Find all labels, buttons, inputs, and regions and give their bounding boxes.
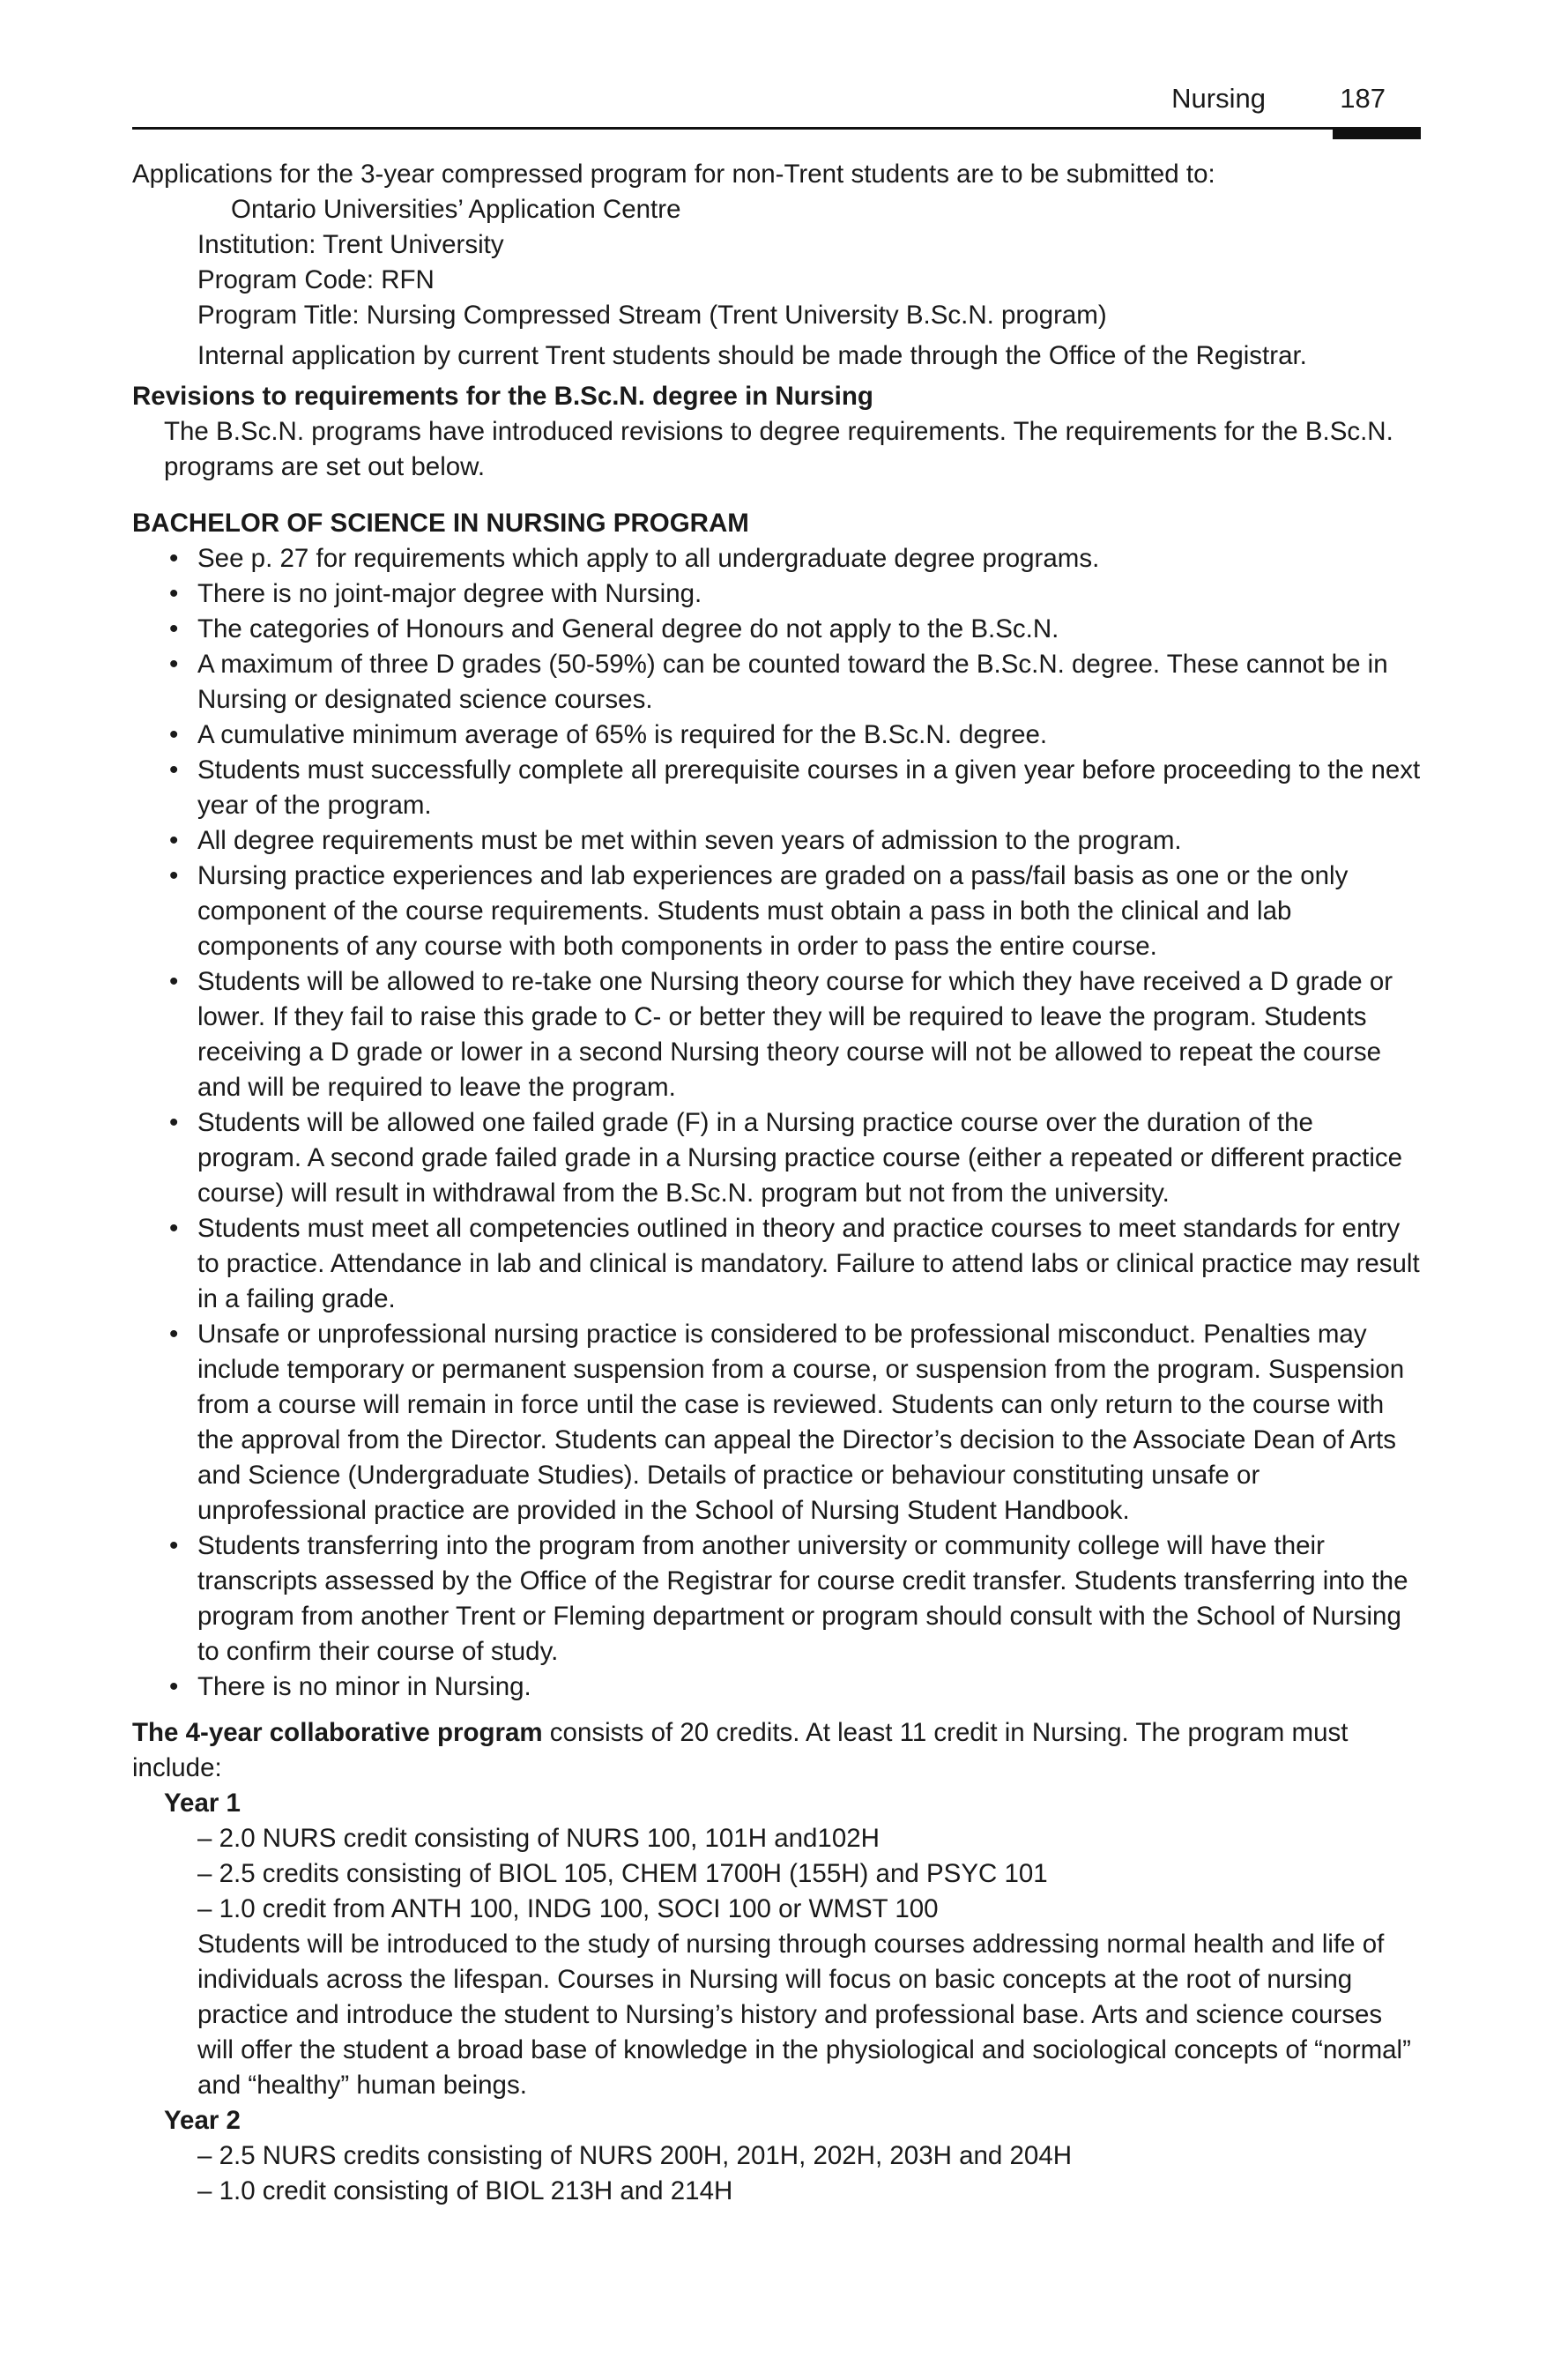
program-code-line: Program Code: RFN: [197, 265, 435, 294]
header-tab-bar: [1333, 129, 1421, 139]
year-2-heading: Year 2: [164, 2106, 241, 2135]
year-2-item: – 2.5 NURS credits consisting of NURS 200H, 201H, 202H, 203H and 204H: [197, 2141, 1073, 2170]
list-item: • There is no minor in Nursing.: [132, 1670, 1421, 1705]
list-item: • Students will be allowed one failed grade (F) in a Nursing practice course over the duration of the program. A second grade failed grade in a Nursing practice course (either a repeated or different practice course) will result in withdrawal from the B.Sc.N. program but not from the university.: [132, 1105, 1421, 1211]
list-item: • There is no joint-major degree with Nursing.: [132, 576, 1421, 612]
list-item: • Students will be allowed to re-take one Nursing theory course for which they have received a D grade or lower. If they fail to raise this grade to C- or better they will be required to leave the program. Students receiving a D grade or lower in a second Nursing theory course will not be allowed to repeat the course and will be required to leave the program.: [132, 964, 1421, 1105]
institution-line: Institution: Trent University: [197, 230, 504, 259]
list-item: • A maximum of three D grades (50-59%) can be counted toward the B.Sc.N. degree. These cannot be in Nursing or designated science courses.: [132, 647, 1421, 718]
list-item: • Students must meet all competencies outlined in theory and practice courses to meet standards for entry to practice. Attendance in lab and clinical is mandatory. Failure to attend labs or clinical practice may result in a failing grade.: [132, 1211, 1421, 1317]
program-title-line: Program Title: Nursing Compressed Stream (Trent University B.Sc.N. program): [197, 301, 1107, 330]
application-centre: Ontario Universities’ Application Centre: [231, 195, 681, 224]
year-1-heading: Year 1: [164, 1789, 241, 1818]
list-item: • The categories of Honours and General degree do not apply to the B.Sc.N.: [132, 612, 1421, 647]
applications-intro: Applications for the 3-year compressed program for non-Trent students are to be submitted to:: [132, 160, 1215, 189]
list-item: • Nursing practice experiences and lab experiences are graded on a pass/fail basis as one or the only component of the course requirements. Students must obtain a pass in both the clinical and lab components of any course with both components in order to pass the entire course.: [132, 859, 1421, 964]
collaborative-program-lead: The 4-year collaborative program: [132, 1718, 543, 1747]
internal-application-note: Internal application by current Trent students should be made through the Office of the Registrar.: [197, 341, 1307, 370]
page-number: 187: [1340, 83, 1386, 114]
running-header: [132, 78, 1421, 130]
list-item: • Students must successfully complete all prerequisite courses in a given year before proceeding to the next year of the program.: [132, 753, 1421, 823]
year-1-description: Students will be introduced to the study of nursing through courses addressing normal health and life of individuals across the lifespan. Courses in Nursing will focus on basic concepts at the root of nursing practice and introduce the student to Nursing’s history and professional base. Arts and science courses will offer the student a broad base of knowledge in the physiological and sociological concepts of “normal” and “healthy” human beings.: [197, 1930, 1411, 2100]
list-item: • A cumulative minimum average of 65% is required for the B.Sc.N. degree.: [132, 718, 1421, 753]
list-item: • See p. 27 for requirements which apply to all undergraduate degree programs.: [132, 541, 1421, 576]
collaborative-program-text: consists of 20 credits. At least 11 credit in Nursing. The program must include:: [132, 1718, 1349, 1782]
revisions-text: The B.Sc.N. programs have introduced revisions to degree requirements. The requirements for the B.Sc.N. programs are set out below.: [164, 417, 1393, 481]
year-1-item: – 2.0 NURS credit consisting of NURS 100, 101H and102H: [197, 1824, 880, 1853]
section-title: Nursing: [1171, 83, 1266, 114]
page-body: [132, 157, 1421, 2209]
year-2-item: – 1.0 credit consisting of BIOL 213H and 214H: [197, 2176, 733, 2205]
collaborative-program-intro: [132, 1715, 1421, 1786]
list-item: • Unsafe or unprofessional nursing practice is considered to be professional misconduct. Penalties may include temporary or permanent suspension from a course, or suspension from the program. Suspension from a course will remain in force until the case is reviewed. Students can only return to the course with the approval from the Director. Students can appeal the Director’s decision to the Associate Dean of Arts and Science (Undergraduate Studies). Details of practice or behaviour constituting unsafe or unprofessional practice are provided in the School of Nursing Student Handbook.: [132, 1317, 1421, 1528]
year-1-item: – 1.0 credit from ANTH 100, INDG 100, SOCI 100 or WMST 100: [197, 1894, 939, 1923]
list-item: • Students transferring into the program from another university or community college will have their transcripts assessed by the Office of the Registrar for course credit transfer. Students transferring into the program from another Trent or Fleming department or program should consult with the School of Nursing to confirm their course of study.: [132, 1528, 1421, 1670]
year-1-item: – 2.5 credits consisting of BIOL 105, CHEM 1700H (155H) and PSYC 101: [197, 1859, 1048, 1888]
bsn-requirements-list: [132, 541, 1421, 1705]
revisions-heading: Revisions to requirements for the B.Sc.N. degree in Nursing: [132, 382, 873, 411]
bsn-heading: BACHELOR OF SCIENCE IN NURSING PROGRAM: [132, 509, 749, 538]
list-item: • All degree requirements must be met within seven years of admission to the program.: [132, 823, 1421, 859]
